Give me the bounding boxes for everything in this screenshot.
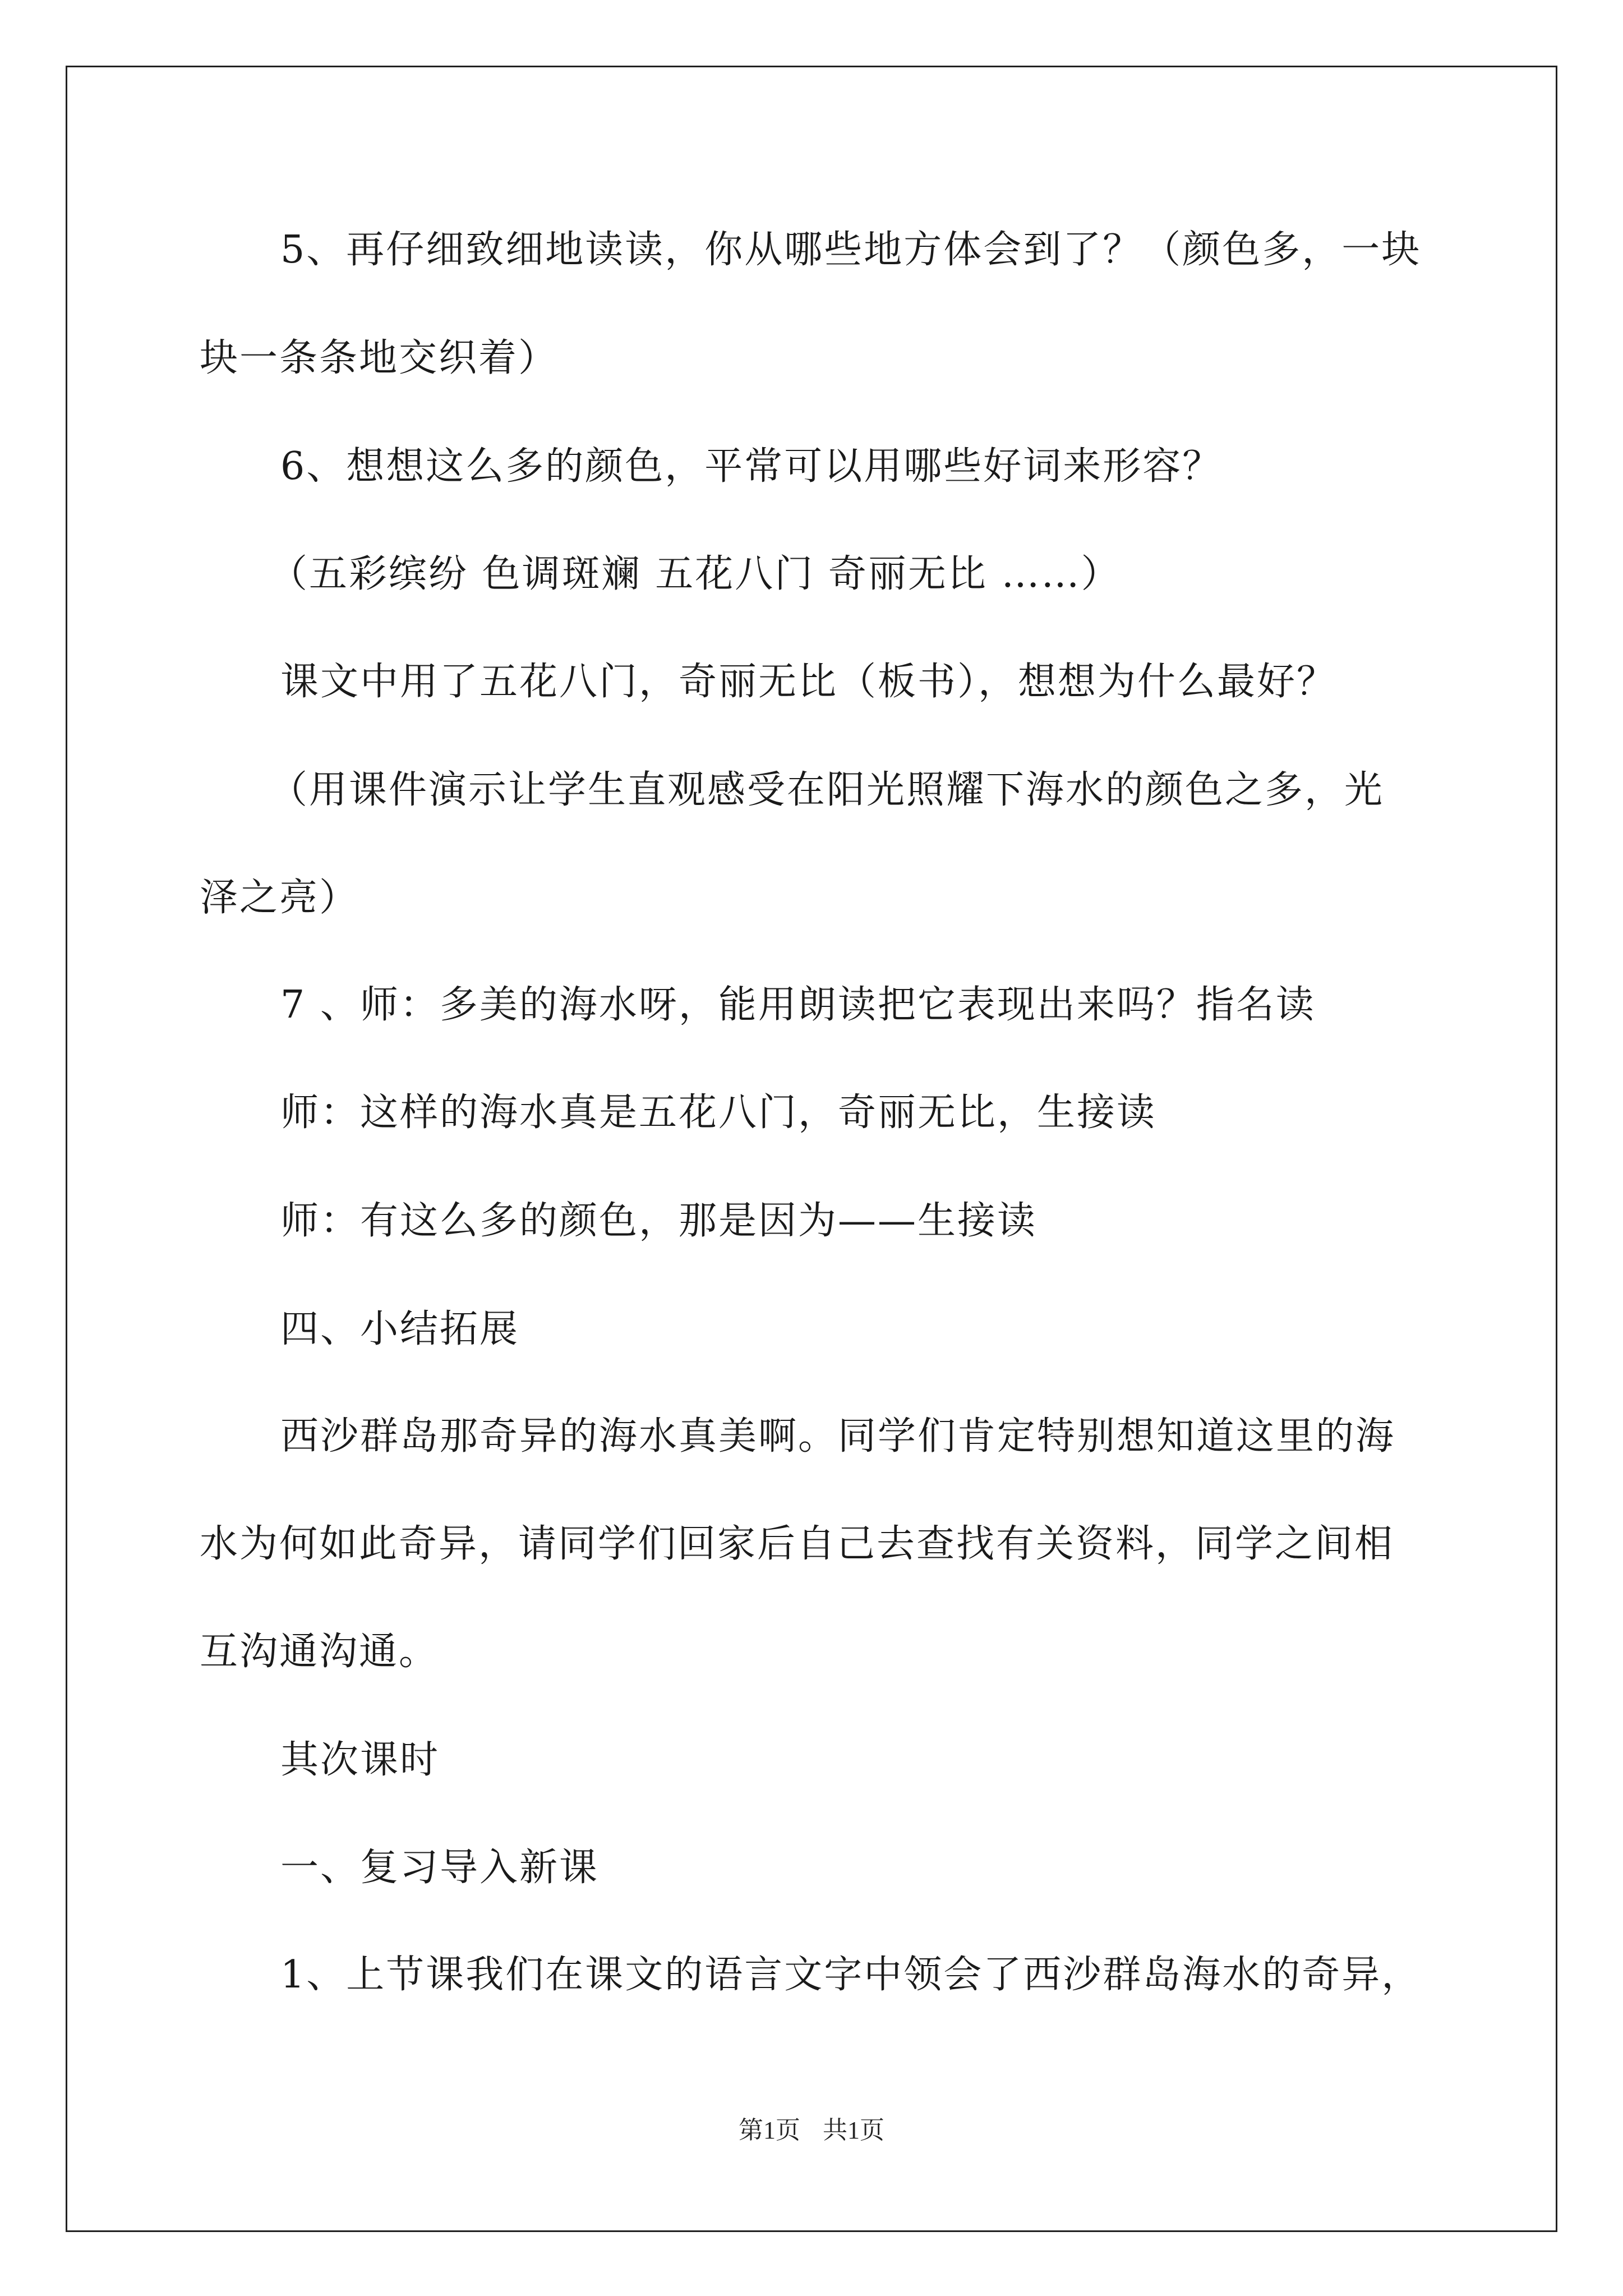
paragraph-line-12: 西沙群岛那奇异的海水真美啊。同学们肯定特别想知道这里的海 xyxy=(280,1414,1396,1458)
paragraph-line-9: 师：这样的海水真是五花八门，奇丽无比，生接读 xyxy=(280,1091,1157,1135)
paragraph-line-10: 师：有这么多的颜色，那是因为——生接读 xyxy=(280,1199,1038,1243)
paragraph-line-14: 互沟通沟通。 xyxy=(200,1630,439,1674)
paragraph-line-13: 水为何如此奇异，请同学们回家后自己去查找有关资料，同学之间相 xyxy=(200,1522,1395,1566)
paragraph-line-6: （用课件演示让学生直观感受在阳光照耀下海水的颜色之多，光 xyxy=(269,768,1385,812)
section-heading-second-lesson: 其次课时 xyxy=(280,1738,440,1782)
paragraph-line-2: 块一条条地交织着） xyxy=(200,336,559,380)
page-footer xyxy=(0,2115,1623,2146)
paragraph-line-7: 泽之亮） xyxy=(200,876,359,920)
paragraph-line-5: 课文中用了五花八门，奇丽无比（板书），想想为什么最好？ xyxy=(280,660,1337,704)
page-number: 第1页 xyxy=(739,2116,800,2144)
paragraph-line-3: 6、想想这么多的颜色，平常可以用哪些好词来形容？ xyxy=(280,444,1223,489)
section-heading-summary: 四、小结拓展 xyxy=(280,1307,520,1351)
paragraph-line-8: 7 、师：多美的海水呀，能用朗读把它表现出来吗？指名读 xyxy=(280,983,1316,1027)
paragraph-line-1: 5、再仔细致细地读读，你从哪些地方体会到了？（颜色多，一块 xyxy=(280,228,1422,272)
section-heading-review: 一、复习导入新课 xyxy=(280,1846,600,1890)
page-total: 共1页 xyxy=(823,2116,884,2144)
page-border xyxy=(66,66,1557,2232)
paragraph-line-4: （五彩缤纷 色调斑斓 五花八门 奇丽无比 ……） xyxy=(269,552,1121,596)
paragraph-line-17: 1、上节课我们在课文的语言文字中领会了西沙群岛海水的奇异， xyxy=(280,1953,1422,1997)
